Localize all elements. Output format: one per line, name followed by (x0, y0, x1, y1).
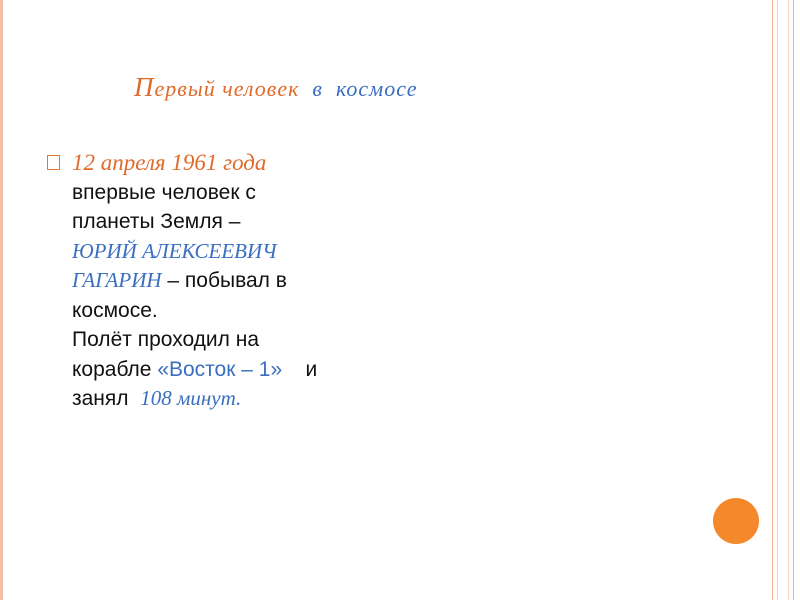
body-text: занял (72, 387, 135, 410)
title-main: ервый человек (154, 76, 300, 101)
decorative-circle (713, 498, 759, 544)
slide-title (134, 72, 417, 103)
body-line (72, 355, 372, 385)
slide-body (72, 148, 372, 414)
date-text: 12 апреля 1961 года (72, 150, 267, 175)
body-text: и (282, 357, 318, 381)
title-in: в (312, 76, 323, 101)
slide-frame-right-line (772, 0, 773, 600)
title-space (323, 76, 336, 101)
title-cosmos: космосе (335, 76, 418, 101)
body-text: корабле (72, 357, 158, 381)
slide-frame-right-line (793, 0, 794, 600)
name-surname: ГАГАРИН (72, 268, 162, 292)
body-line: космосе. (72, 298, 158, 322)
slide-frame-right-line (777, 0, 778, 600)
slide-frame-right-line (788, 0, 789, 600)
body-line: Полёт проходил на (72, 328, 260, 351)
ship-name: «Восток – 1» (157, 357, 283, 381)
after-name-text: – побывал в (161, 269, 287, 292)
name-line: ЮРИЙ АЛЕКСЕЕВИЧ (72, 238, 277, 263)
title-first-letter: П (134, 72, 155, 102)
body-line: впервые человек с (72, 180, 256, 204)
body-line (72, 266, 372, 296)
body-line (72, 384, 372, 414)
body-line: планеты Земля – (72, 210, 241, 233)
title-space (299, 76, 312, 101)
bullet-icon (47, 155, 60, 170)
slide-frame-left (0, 0, 11, 600)
minutes-text: 108 минут. (140, 386, 242, 410)
